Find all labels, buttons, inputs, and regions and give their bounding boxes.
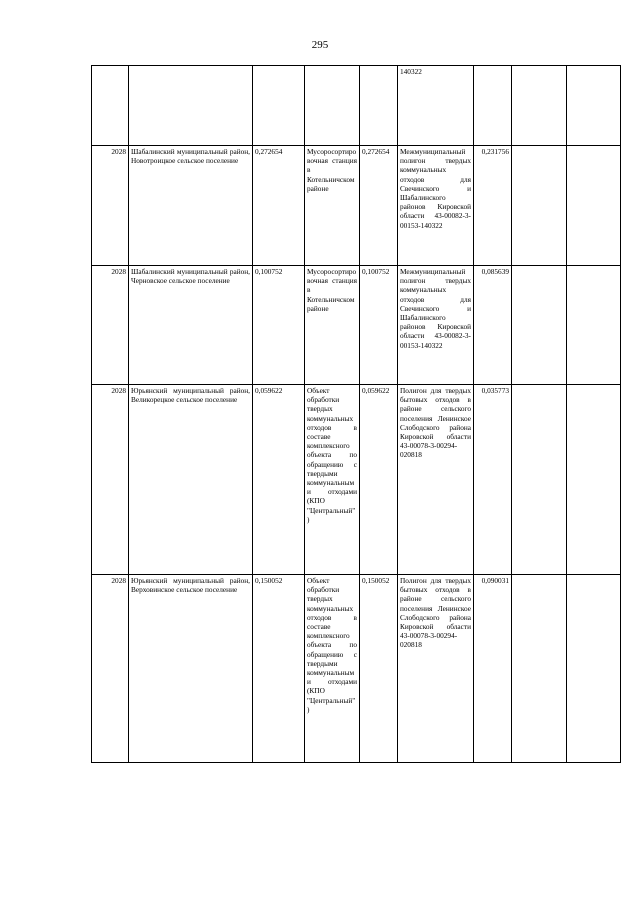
cell-value1: 0,059622 xyxy=(253,385,305,575)
table-row xyxy=(92,266,621,385)
page-number: 295 xyxy=(311,39,329,51)
cell-destination: 140322 xyxy=(398,66,474,146)
cell-value2-text: 0,272654 xyxy=(362,147,390,156)
cell-destination: Полигон для твердых бытовых отходов в районе сельского поселения Ленинское Слободского района Кировской области 43-00078-3-00294-020818 xyxy=(398,575,474,763)
cell-value1: 0,150052 xyxy=(253,575,305,763)
cell-year: 2028 xyxy=(92,385,129,575)
cell-value2 xyxy=(360,575,398,763)
cell-object: Объект обработки твердых коммунальных отходов в составе комплексного объекта по обращению с твердыми коммунальными отходами (КПО "Центральный") xyxy=(305,385,360,575)
cell-object xyxy=(305,66,360,146)
cell-value2 xyxy=(360,66,398,146)
cell-value2-text: 0,059622 xyxy=(362,386,390,395)
cell-extra2 xyxy=(567,385,621,575)
cell-value1: 0,100752 xyxy=(253,266,305,385)
cell-destination: Полигон для твердых бытовых отходов в районе сельского поселения Ленинское Слободского района Кировской области 43-00078-3-00294-020818 xyxy=(398,385,474,575)
cell-municipality xyxy=(129,66,253,146)
cell-extra2 xyxy=(567,266,621,385)
cell-value2-text: 0,150052 xyxy=(362,576,390,585)
cell-value3 xyxy=(474,66,512,146)
cell-value3-text: 0,035773 xyxy=(481,386,509,395)
cell-extra1 xyxy=(512,575,567,763)
cell-year xyxy=(92,66,129,146)
table-row xyxy=(92,146,621,266)
cell-year: 2028 xyxy=(92,146,129,266)
cell-value2 xyxy=(360,146,398,266)
cell-extra2 xyxy=(567,66,621,146)
cell-object: Мусоросортировочная станция в Котельничском районе xyxy=(305,266,360,385)
cell-value3 xyxy=(474,575,512,763)
cell-value2-text: 0,100752 xyxy=(362,267,390,276)
table-row xyxy=(92,385,621,575)
table-row-continuation xyxy=(92,66,621,146)
cell-value3 xyxy=(474,266,512,385)
cell-extra2 xyxy=(567,146,621,266)
cell-extra1 xyxy=(512,66,567,146)
cell-extra1 xyxy=(512,385,567,575)
cell-value2 xyxy=(360,385,398,575)
cell-value3 xyxy=(474,385,512,575)
cell-year: 2028 xyxy=(92,575,129,763)
cell-object: Мусоросортировочная станция в Котельничском районе xyxy=(305,146,360,266)
cell-year: 2028 xyxy=(92,266,129,385)
cell-value1: 0,272654 xyxy=(253,146,305,266)
cell-extra1 xyxy=(512,266,567,385)
cell-municipality: Шабалинский муниципальный район, Черновское сельское поселение xyxy=(129,266,253,385)
cell-municipality: Юрьянский муниципальный район, Верховинское сельское поселение xyxy=(129,575,253,763)
table-row xyxy=(92,575,621,763)
cell-value3-text: 0,090031 xyxy=(481,576,509,585)
cell-municipality: Шабалинский муниципальный район, Новотроицкое сельское поселение xyxy=(129,146,253,266)
cell-value1 xyxy=(253,66,305,146)
cell-value2 xyxy=(360,266,398,385)
cell-extra2 xyxy=(567,575,621,763)
cell-municipality: Юрьянский муниципальный район, Великорецкое сельское поселение xyxy=(129,385,253,575)
cell-extra1 xyxy=(512,146,567,266)
cell-destination: Межмуниципальный полигон твердых коммунальных отходов для Свечинского и Шабалинского районов Кировской области 43-00082-3-00153-140322 xyxy=(398,146,474,266)
cell-object: Объект обработки твердых коммунальных отходов в составе комплексного объекта по обращению с твердыми коммунальными отходами (КПО "Центральный") xyxy=(305,575,360,763)
cell-value3-text: 0,231756 xyxy=(481,147,509,156)
cell-destination: Межмуниципальный полигон твердых коммунальных отходов для Свечинского и Шабалинского районов Кировской области 43-00082-3-00153-140322 xyxy=(398,266,474,385)
waste-flow-table xyxy=(91,65,621,763)
cell-value3-text: 0,085639 xyxy=(481,267,509,276)
cell-value3 xyxy=(474,146,512,266)
